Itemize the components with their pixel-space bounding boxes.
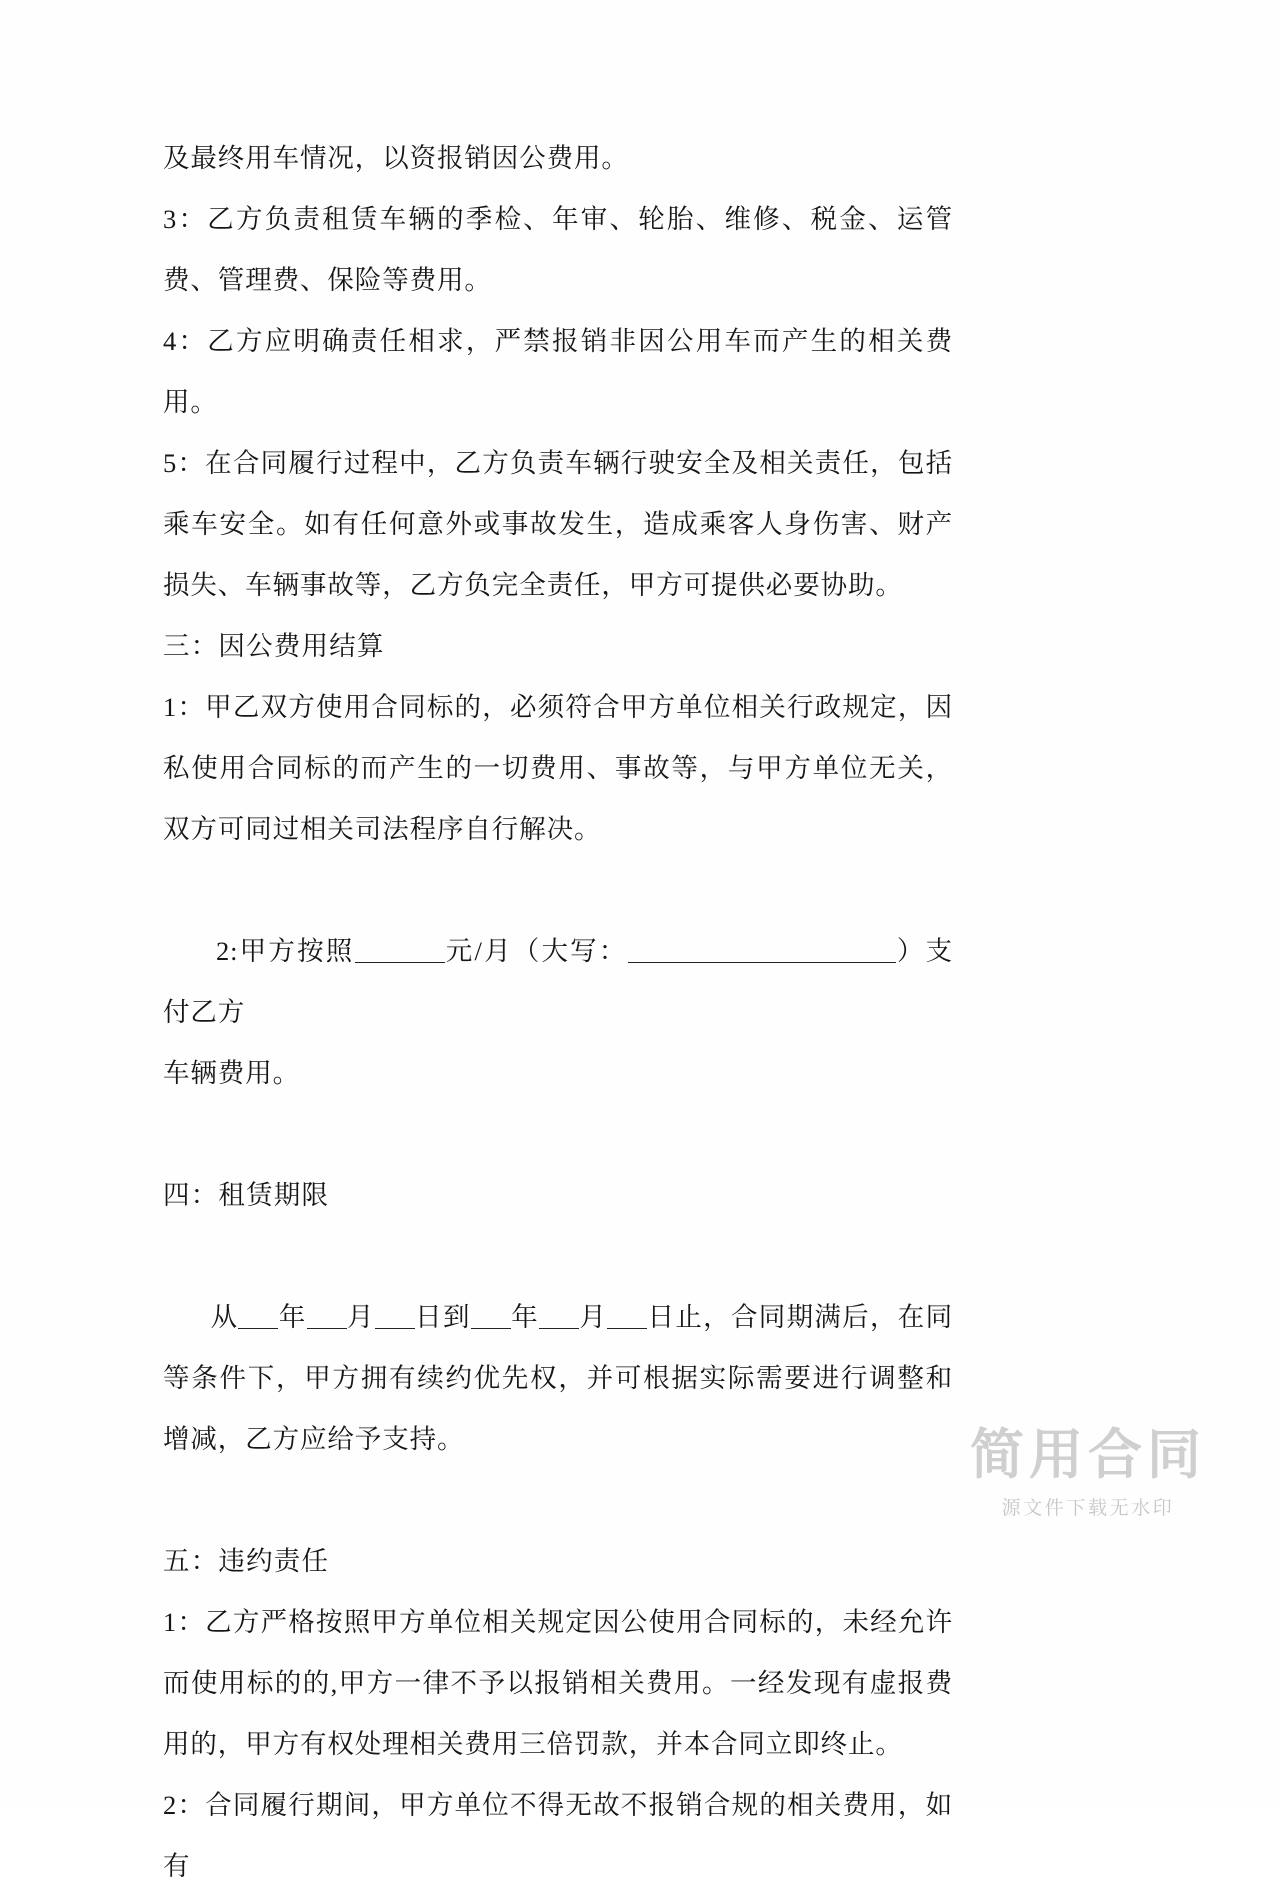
payment-suffix-label: ）支付乙方 bbox=[163, 936, 953, 1027]
watermark-title: 简用合同 bbox=[970, 1424, 1206, 1485]
term-tail-label: 日止，合同期满后，在同等条件下，甲方拥有续约优先权，并可根据实际需要进行调整和增减，乙方应给予支持。 bbox=[163, 1302, 953, 1454]
start-month-blank-field[interactable] bbox=[307, 1306, 347, 1329]
amount-blank-field[interactable] bbox=[355, 940, 445, 963]
end-day-blank-field[interactable] bbox=[607, 1306, 647, 1329]
paragraph-section3-item-2-payment bbox=[163, 860, 953, 1165]
term-from-label: 从 bbox=[210, 1302, 239, 1332]
paragraph-item-4: 4：乙方应明确责任相求，严禁报销非因公用车而产生的相关费用。 bbox=[163, 326, 953, 417]
start-day-blank-field[interactable] bbox=[375, 1306, 415, 1329]
term-year-label: 年 bbox=[278, 1302, 307, 1332]
paragraph-item-3: 3：乙方负责租赁车辆的季检、年审、轮胎、维修、税金、运管费、管理费、保险等费用。 bbox=[163, 204, 953, 295]
paragraph-section3-item-1: 1：甲乙双方使用合同标的，必须符合甲方单位相关行政规定，因私使用合同标的而产生的一切费用、事故等，与甲方单位无关，双方可同过相关司法程序自行解决。 bbox=[163, 692, 953, 844]
term-month-label: 月 bbox=[346, 1302, 375, 1332]
end-month-blank-field[interactable] bbox=[539, 1306, 579, 1329]
paragraph-section5-item-1: 1：乙方严格按照甲方单位相关规定因公使用合同标的，未经允许而使用标的的,甲方一律不予以报销相关费用。一经发现有虚报费用的，甲方有权处理相关费用三倍罚款，并本合同立即终止。 bbox=[163, 1607, 953, 1759]
paragraph-section4-term bbox=[163, 1226, 953, 1531]
heading-section-three: 三：因公费用结算 bbox=[163, 631, 385, 661]
term-year2-label: 年 bbox=[510, 1302, 539, 1332]
watermark bbox=[954, 1425, 1222, 1520]
watermark-subtitle: 源文件下载无水印 bbox=[1001, 1498, 1175, 1519]
end-year-blank-field[interactable] bbox=[471, 1306, 511, 1329]
amount-in-words-blank-field[interactable] bbox=[628, 940, 896, 963]
start-year-blank-field[interactable] bbox=[238, 1306, 278, 1329]
payment-prefix-label: 2:甲方按照 bbox=[215, 936, 355, 966]
paragraph-section5-item-2: 2：合同履行期间，甲方单位不得无故不报销合规的相关费用，如有 bbox=[163, 1790, 953, 1881]
heading-section-five: 五：违约责任 bbox=[163, 1546, 330, 1576]
heading-section-four: 四：租赁期限 bbox=[163, 1180, 330, 1210]
term-month2-label: 月 bbox=[578, 1302, 608, 1332]
payment-tail-label: 车辆费用。 bbox=[163, 1058, 300, 1088]
paragraph-continued-item-2: 及最终用车情况，以资报销因公费用。 bbox=[163, 143, 629, 173]
document-body bbox=[163, 128, 953, 1897]
payment-unit-label: 元/月（大写： bbox=[444, 936, 628, 966]
paragraph-item-5: 5：在合同履行过程中，乙方负责车辆行驶安全及相关责任，包括乘车安全。如有任何意外或事故发生，造成乘客人身伤害、财产损失、车辆事故等，乙方负完全责任，甲方可提供必要协助。 bbox=[163, 448, 953, 600]
term-day-to-label: 日到 bbox=[414, 1302, 471, 1332]
